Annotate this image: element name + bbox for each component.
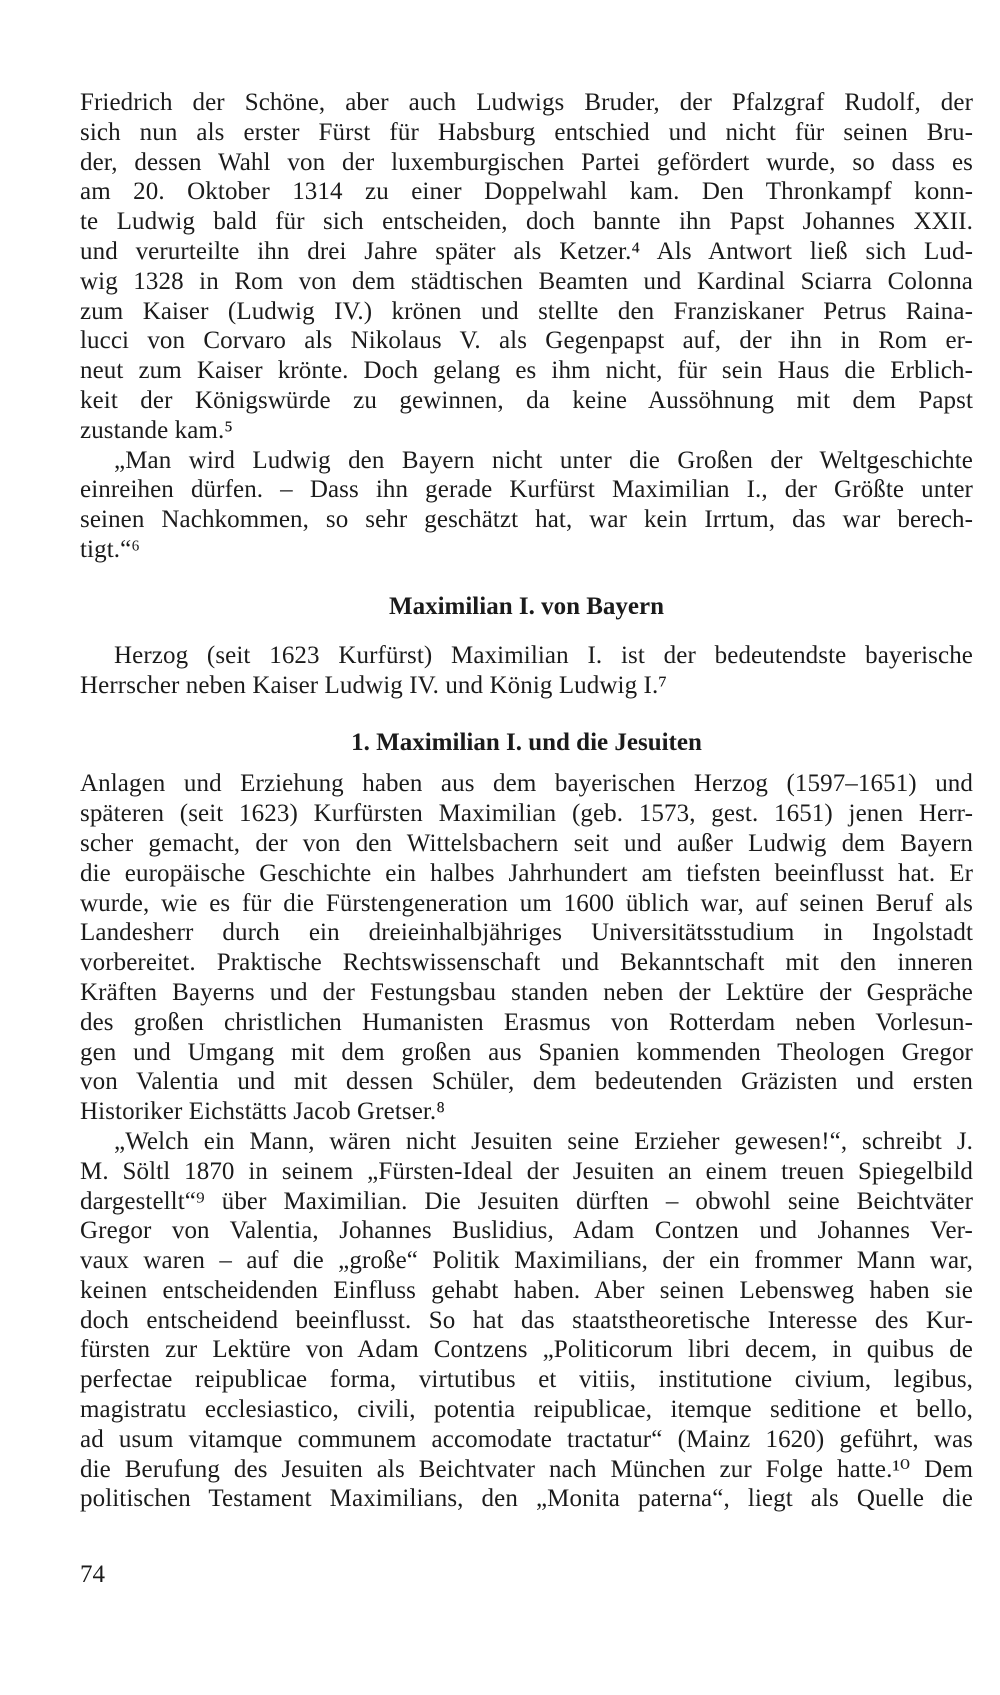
- text-line: scher gemacht, der von den Wittelsbachern seit und außer Ludwig dem Bayern: [80, 829, 973, 857]
- text-line: Kräften Bayerns und der Festungsbau standen neben der Lektüre der Gespräche: [80, 978, 973, 1006]
- page-number: 74: [80, 1561, 105, 1588]
- heading-maximilian: Maximilian I. von Bayern: [388, 592, 664, 620]
- text-line: te Ludwig bald für sich entscheiden, doch bannte ihn Papst Johannes XXII.: [80, 208, 973, 236]
- text-line: späteren (seit 1623) Kurfürsten Maximilian (geb. 1573, gest. 1651) jenen Herr-: [80, 800, 973, 828]
- text-line: lucci von Corvaro als Nikolaus V. als Gegenpapst auf, der ihn in Rom er-: [80, 327, 973, 355]
- text-line: von Valentia und mit dessen Schüler, dem bedeutenden Gräzisten und ersten: [80, 1068, 973, 1096]
- text-line: wurde, wie es für die Fürstengeneration um 1600 üblich war, auf seinen Beruf als: [80, 889, 973, 917]
- book-page-text: [80, 88, 973, 1514]
- paragraph-anlagen: [80, 769, 973, 1127]
- text-line: des großen christlichen Humanisten Erasmus von Rotterdam neben Vorlesun-: [80, 1008, 973, 1036]
- text-line: Friedrich der Schöne, aber auch Ludwigs Bruder, der Pfalzgraf Rudolf, der: [80, 89, 973, 116]
- text-line: perfectae reipublicae forma, virtutibus et vitiis, institutione civium, legibus,: [80, 1366, 973, 1394]
- paragraph-herzog: [80, 641, 973, 701]
- text-line: keinen entscheidenden Einfluss gehabt haben. Aber seinen Lebensweg haben sie: [80, 1276, 973, 1304]
- text-line: keit der Königswürde zu gewinnen, da keine Aussöhnung mit dem Papst: [80, 386, 973, 414]
- text-line: Landesherr durch ein dreieinhalbjähriges Universitätsstudium in Ingolstadt: [80, 919, 973, 947]
- text-line: M. Söltl 1870 in seinem „Fürsten-Ideal der Jesuiten an einem treuen Spiegelbild: [80, 1157, 973, 1185]
- text-line: magistratu ecclesiastico, civili, potentia reipublicae, itemque seditione et bello,: [80, 1396, 973, 1424]
- text-line: Herzog (seit 1623 Kurfürst) Maximilian I. ist der bedeutendste bayerische: [114, 641, 973, 669]
- text-line: die europäische Geschichte ein halbes Jahrhundert am tiefsten beeinflusst hat. Er: [80, 859, 973, 887]
- text-line: zum Kaiser (Ludwig IV.) krönen und stellte den Franziskaner Petrus Raina-: [80, 297, 973, 325]
- text-line: und verurteilte ihn drei Jahre später als Ketzer.⁴ Als Antwort ließ sich Lud-: [80, 237, 973, 265]
- text-line: neut zum Kaiser krönte. Doch gelang es ihm nicht, für sein Haus die Erblich-: [80, 357, 973, 385]
- text-line: vorbereitet. Praktische Rechtswissenschaft und Bekanntschaft mit den inneren: [80, 949, 973, 977]
- text-line: Gregor von Valentia, Johannes Buslidius, Adam Contzen und Johannes Ver-: [80, 1217, 973, 1245]
- text-line: vaux waren – auf die „große“ Politik Maximilians, der ein frommer Mann war,: [80, 1247, 973, 1275]
- text-line: einreihen dürfen. – Dass ihn gerade Kurfürst Maximilian I., der Größte unter: [80, 476, 973, 504]
- paragraph-welch: [80, 1127, 973, 1514]
- text-line: Historiker Eichstätts Jacob Gretser.⁸: [80, 1098, 446, 1126]
- text-line: der, dessen Wahl von der luxemburgischen Partei gefördert wurde, so dass es: [80, 148, 973, 176]
- text-line: „Man wird Ludwig den Bayern nicht unter die Großen der Weltgeschichte: [114, 446, 973, 474]
- text-line: zustande kam.⁵: [80, 416, 234, 444]
- paragraph-quote: [80, 446, 973, 565]
- text-line: Anlagen und Erziehung haben aus dem bayerischen Herzog (1597–1651) und: [80, 770, 973, 798]
- text-line: doch entscheidend beeinflusst. So hat das staatstheoretische Interesse des Kur-: [80, 1306, 973, 1334]
- text-line: tigt.“⁶: [80, 535, 141, 563]
- text-line: politischen Testament Maximilians, den „Monita paterna“, liegt als Quelle die: [80, 1485, 973, 1513]
- text-line: Herrscher neben Kaiser Ludwig IV. und König Ludwig I.⁷: [80, 671, 668, 699]
- text-line: gen und Umgang mit dem großen aus Spanien kommenden Theologen Gregor: [80, 1038, 973, 1066]
- text-line: „Welch ein Mann, wären nicht Jesuiten seine Erzieher gewesen!“, schreibt J.: [114, 1127, 973, 1155]
- text-line: wig 1328 in Rom von dem städtischen Beamten und Kardinal Sciarra Colonna: [80, 267, 973, 295]
- text-line: die Berufung des Jesuiten als Beichtvater nach München zur Folge hatte.¹⁰ Dem: [80, 1455, 973, 1483]
- text-line: fürsten zur Lektüre von Adam Contzens „Politicorum libri decem, in quibus de: [80, 1336, 973, 1364]
- text-line: dargestellt“⁹ über Maximilian. Die Jesuiten dürften – obwohl seine Beichtväter: [80, 1187, 973, 1215]
- text-line: seinen Nachkommen, so sehr geschätzt hat, war kein Irrtum, das war berech-: [80, 506, 973, 534]
- text-line: ad usum vitamque communem accomodate tractatur“ (Mainz 1620) geführt, was: [80, 1425, 973, 1453]
- paragraph-ludwig: [80, 88, 973, 446]
- text-line: am 20. Oktober 1314 zu einer Doppelwahl kam. Den Thronkampf konn-: [80, 178, 973, 206]
- text-line: sich nun als erster Fürst für Habsburg entschied und nicht für seinen Bru-: [80, 118, 973, 146]
- heading-jesuiten: 1. Maximilian I. und die Jesuiten: [351, 729, 702, 757]
